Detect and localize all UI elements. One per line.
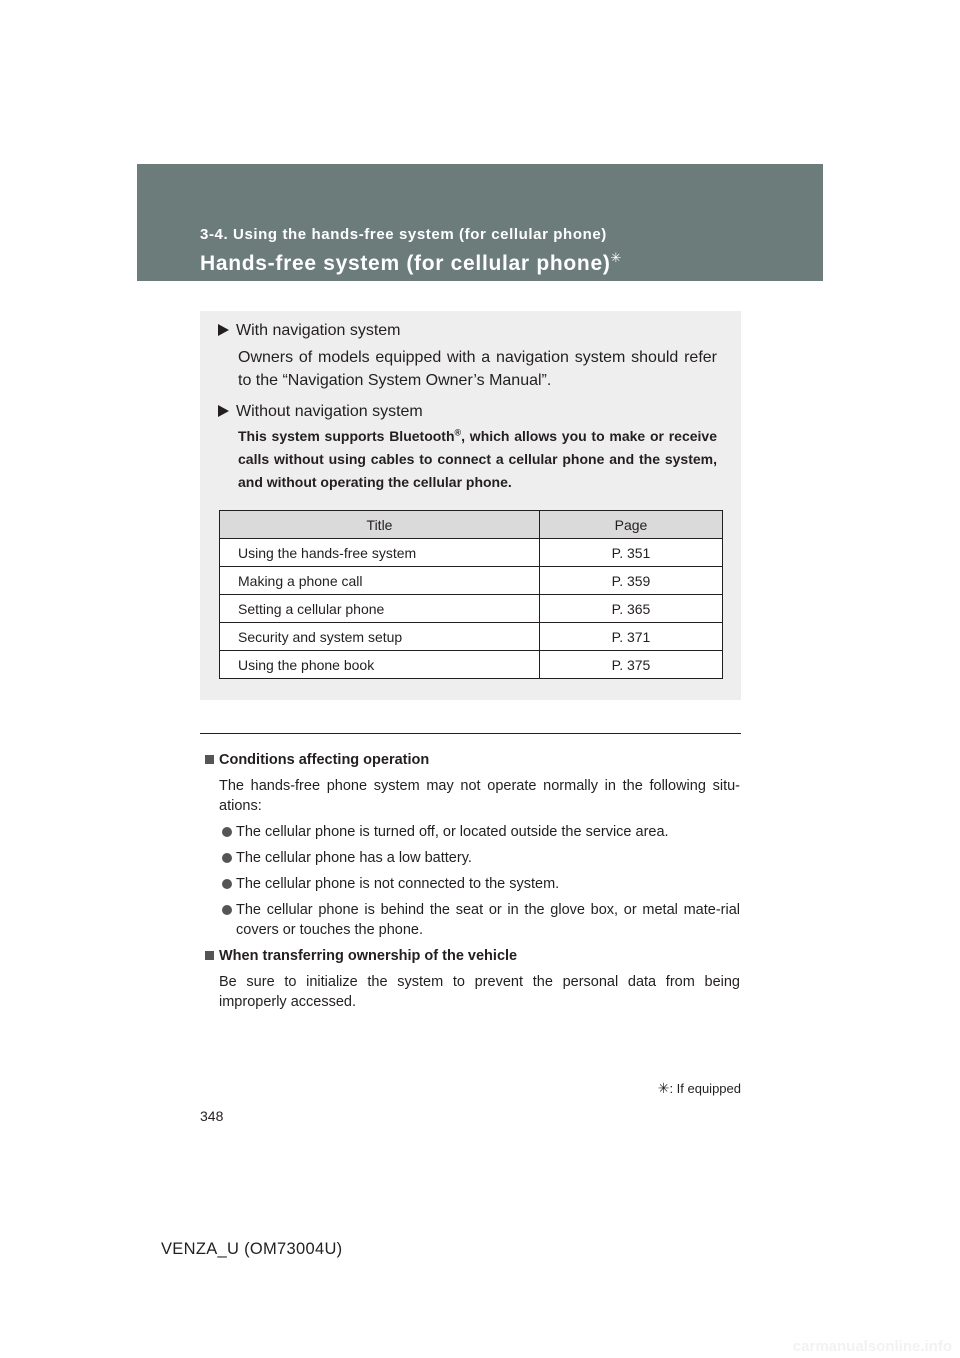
list-item: The cellular phone is behind the seat or in the glove box, or metal mate-rial covers or touches the phone. [205,900,740,940]
if-equipped-mark: ✳ [610,250,623,265]
section-label: 3-4. Using the hands-free system (for cellular phone) [200,226,607,243]
conditions-heading: Conditions affecting operation [205,750,740,770]
row-page-ref[interactable]: P. 351 [540,539,723,567]
row-title: Using the phone book [220,651,540,679]
overview-panel [200,311,741,700]
square-bullet-icon [205,951,214,960]
transfer-body: Be sure to initialize the system to prevent the personal data from being improperly accessed. [219,974,740,1010]
section-divider [200,733,741,734]
transfer-heading: When transferring ownership of the vehicle [205,946,740,966]
row-title: Using the hands-free system [220,539,540,567]
option-body-no-navigation: This system supports Bluetooth®, which allows you to make or receive calls without using cables to connect a cellular phone and the system, and without operating the cellular phone. [238,427,717,490]
row-title: Setting a cellular phone [220,595,540,623]
list-item: The cellular phone has a low battery. [205,848,740,868]
page-title [200,250,622,276]
document-id: VENZA_U (OM73004U) [161,1240,343,1258]
list-item: The cellular phone is turned off, or located outside the service area. [205,822,740,842]
table-row [220,623,723,651]
watermark: carmanualsonline.info [792,1338,952,1355]
table-header-row [220,511,723,539]
triangle-bullet-icon [218,324,229,336]
conditions-intro: The hands-free phone system may not operate normally in the following situ-ations: [219,778,740,814]
reference-table [219,510,723,679]
table-row [220,567,723,595]
option-heading-navigation: With navigation system [218,321,401,341]
table-row [220,539,723,567]
square-bullet-icon [205,755,214,764]
chapter-header [137,164,823,281]
row-title: Security and system setup [220,623,540,651]
triangle-bullet-icon [218,405,229,417]
round-bullet-icon [222,879,232,889]
page-title-text: Hands-free system (for cellular phone) [200,252,611,275]
list-item: The cellular phone is not connected to the system. [205,874,740,894]
conditions-section [205,750,740,1012]
round-bullet-icon [222,827,232,837]
round-bullet-icon [222,853,232,863]
option-body-navigation: Owners of models equipped with a navigation system should refer to the “Navigation System Owner’s Manual”. [238,349,717,389]
column-header-title: Title [220,511,540,539]
column-header-page: Page [540,511,723,539]
if-equipped-mark: ✳ [657,1080,670,1096]
option-heading-no-navigation: Without navigation system [218,402,423,422]
table-row [220,595,723,623]
row-page-ref[interactable]: P. 371 [540,623,723,651]
row-page-ref[interactable]: P. 365 [540,595,723,623]
round-bullet-icon [222,905,232,915]
row-title: Making a phone call [220,567,540,595]
registered-mark: ® [454,427,462,438]
row-page-ref[interactable]: P. 359 [540,567,723,595]
table-row [220,651,723,679]
page-number: 348 [200,1108,224,1124]
footnote: ✳: If equipped [657,1080,741,1096]
row-page-ref[interactable]: P. 375 [540,651,723,679]
